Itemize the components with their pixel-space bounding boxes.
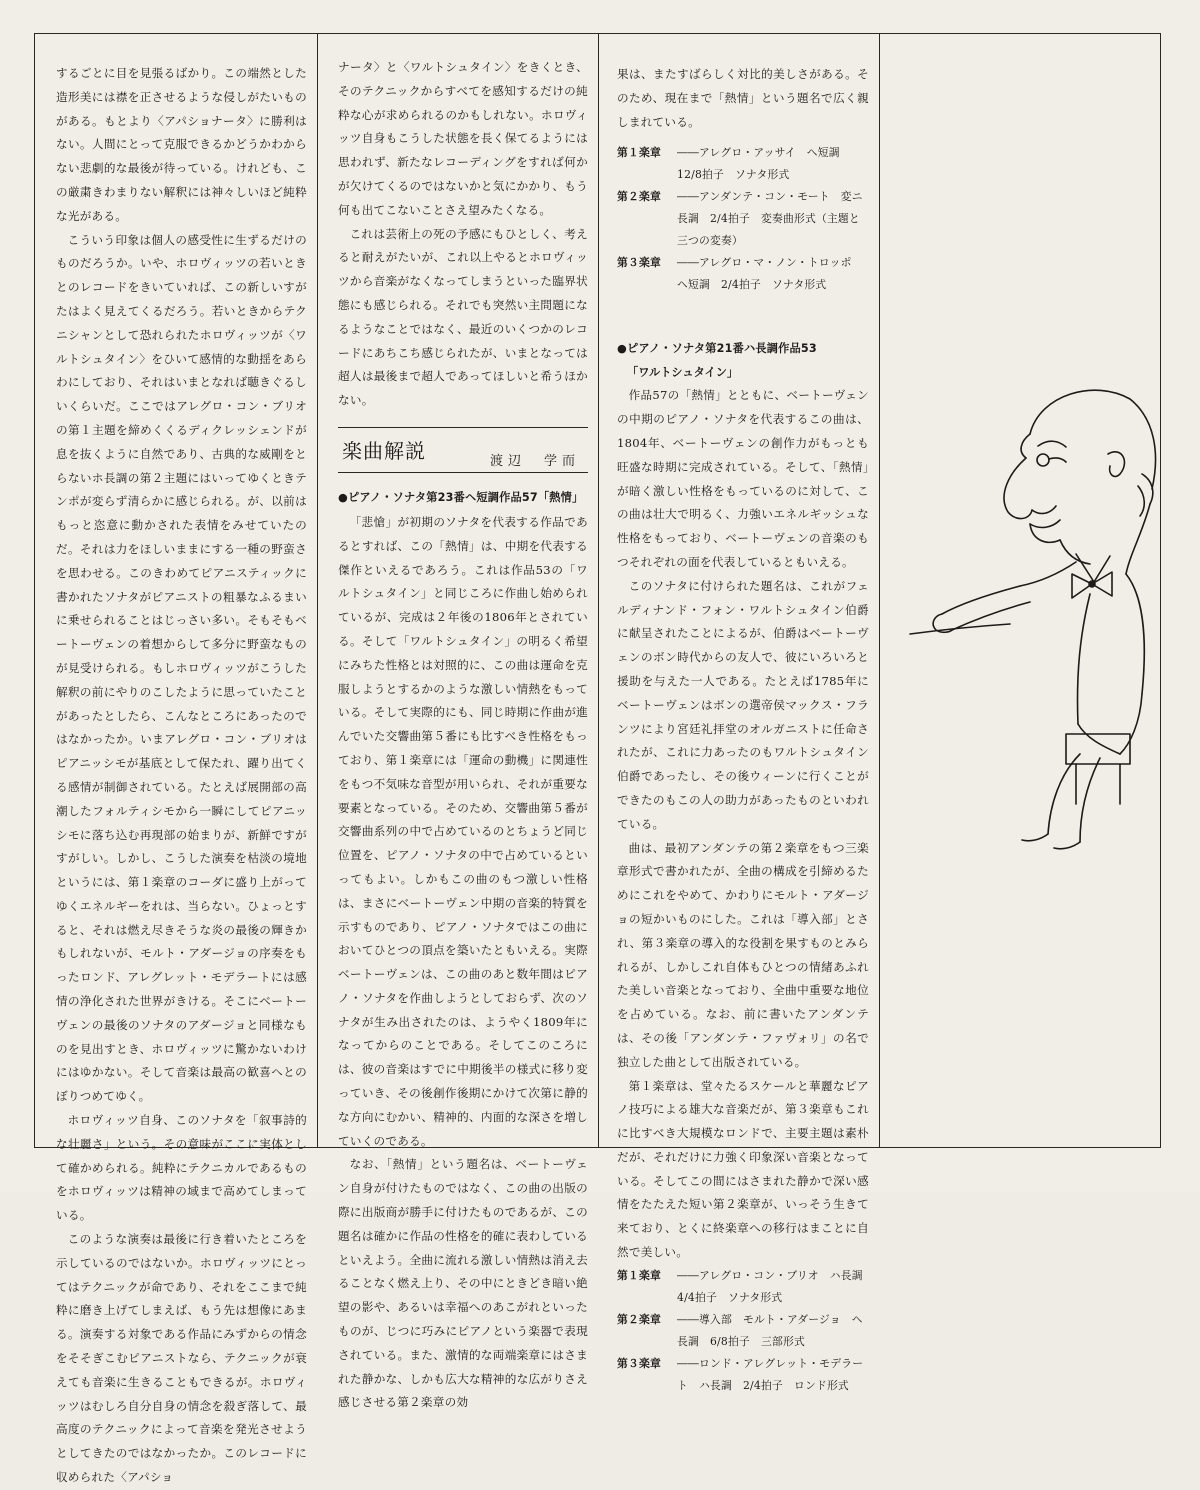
movement-entry (617, 252, 869, 296)
body-paragraph: 作品57の「熱情」とともに、ベートーヴェンの中期のピアノ・ソナタを代表するこの曲は、1804年、ベートーヴェンの創作力がもっとも旺盛な時期に完成されている。そして、「熱情」が暗く激しい性格をもっているのに対して、この曲は壮大で明るく、力強いエネルギッシュな性格をもっており、ベートーヴェンの音楽のもつそれぞれの面を代表しているともいえる。 (617, 388, 869, 569)
body-paragraph: このソナタに付けられた題名は、これがフェルディナンド・フォン・ワルトシュタイン伯爵に献呈されたことによるが、伯爵はベートーヴェンのボン時代からの友人で、彼にいろいろと援助を与えた一人である。たとえば1785年にベートーヴェンはボンの選帝侯マックス・フランツにより宮廷礼拝堂のオルガニストに任命されたが、これに力あったのもワルトシュタイン伯爵であったし、その後ウィーンに行くことができたのもこの人の助力があったものといわれている。 (617, 578, 869, 831)
movement-entry (617, 1265, 874, 1309)
body-paragraph: するごとに目を見張るばかり。この端然とした造形美には襟を正させるような侵しがたいものがある。もとより〈アパショナータ〉に勝利はない。人間にとって克服できるかどうかわからない悲劇的な最後が待っている。けれども、この厳粛きわまりない解釈には神々しいほど純粋な光がある。 (56, 66, 307, 223)
sonata21-heading: ●ピアノ・ソナタ第21番ハ長調作品53 (617, 342, 817, 356)
movement-desc: ――アンダンテ・コン・モート 変ニ長調 2/4拍子 変奏曲形式（主題と三つの変奏） (677, 190, 863, 248)
movement-label: 第３楽章 (617, 1356, 661, 1370)
column-2 (318, 34, 599, 1410)
author-name: 渡辺 学而 (489, 453, 580, 469)
body-paragraph: こういう印象は個人の感受性に生ずるだけのものだろうか。いや、ホロヴィッツの若いときとのレコードをきいていれば、この新しいすがたはよく見えてくるだろう。若いときからテクニシャンとして恐れられたホロヴィッツが〈ワルトシュタイン〉をひいて感情的な動揺をあらわにしており、それはいまとなれば聴きぐるしいくらいだ。ここではアレグロ・コン・ブリオの第１主題を締めくくるディクレッシェンドが息を抜くように自然であり、古典的な威剛をとらないホ長調の第２主題にはいってゆくときテンポが変らず清らかに感じられる。が、以前はもっと恣意に動かされた表情をみせていたのだ。それは力をほしいままにする一種の野蛮さを思わせる。このきわめてピアニスティックに書かれたソナタがピアニストの粗暴なふるまいに乗せられることはじっさい多い。そもそもベートーヴェンの着想からして多分に野蛮なものが見受けられる。もしホロヴィッツがこうした解釈の前にやりのこしたように思っていたことがあったとしたら、こんなところにあったのではなかったか。いまアレグロ・コン・ブリオはピアニッシモが基底として保たれ、躍り出てくる感情が制御されている。たとえば展開部の高潮したフォルティシモから一瞬にしてピアニッシモに落ち込む再現部の始まりが、新鮮ですがすがしい。しかし、こうした演奏を枯淡の境地というには、第１楽章のコーダに盛り上がってゆくエネルギーをれは、当らない。ひょっとすると、それは燃え尽きそうな炎の最後の輝きかもしれないが、モルト・アダージョの序奏をもったロンド、アレグレット・モデラートには感情の浄化された世界がきける。そこにベートーヴェンの最後のソナタのアダージョと同様なものを見出すとき、ホロヴィッツに驚かないわけにはゆかない。そして音楽は最高の歓喜へとのぼりつめてゆく。 (56, 232, 307, 1104)
column-4-illustration (880, 34, 1160, 1147)
movement-desc: ――アレグロ・マ・ノン・トロッポ ヘ短調 2/4拍子 ソナタ形式 (677, 256, 863, 292)
body-paragraph: 曲は、最初アンダンテの第２楽章をもつ三楽章形式で書かれたが、全曲の構成を引締めるためにこれをやめて、かわりにモルト・アダージョの短かいものにした。これは「導入部」とされ、第３楽章の導入的な役割を果すものとみられるが、しかしこれ自体もひとつの情緒あふれた美しい音楽となっており、全曲中重要な地位を占めている。なお、前に書いたアンダンテは、その後「アンダンテ・ファヴォリ」の名で独立した曲として出版されている。 (617, 840, 869, 1069)
movement-label: 第１楽章 (617, 146, 661, 160)
movement-desc: ――アレグロ・コン・ブリオ ハ長調 4/4拍子 ソナタ形式 (677, 1268, 874, 1304)
body-paragraph: これは芸術上の死の予感にもひとしく、考えると耐えがたいが、これ以上やるとホロヴィッツから音楽がなくなってしまうといった臨界状態にも感じられる。それでも突然い主問題になるようなことではなく、最近のいくつかのレコードにあちこち感じられたが、いまとなっては超人は最後まで超人であってほしいと希うほかない。 (338, 226, 588, 408)
body-paragraph: ナータ〉と〈ワルトシュタイン〉をきくとき、そのテクニックからすべてを感知するだけの純粋な心が求められるのかもしれない。ホロヴィッツ自身もこうした状態を長く保てるようには思われず、新たなレコーディングをすれば何かが欠けてくるのではないかと気にかかり、もう何も出てこないことさえ望みたくなる。 (338, 60, 588, 217)
column-3 (599, 34, 880, 1392)
pianist-caricature-drawing (880, 34, 1160, 1147)
movement-entry (617, 1309, 869, 1353)
section-title: 楽曲解説 (342, 438, 426, 463)
movement-label: 第２楽章 (617, 1312, 661, 1326)
sonata21-subheading: 「ワルトシュタイン」 (627, 366, 739, 380)
body-paragraph: なお、「熱情」という題名は、ベートーヴェン自身が付けたものではなく、この曲の出版の際に出版商が勝手に付けたものであるが、この題名は確かに作品の性格を的確に表わしているといえよう。全曲に流れる激しい情熱は消え去ることなく燃え上り、その中にときどき暗い絶望の影や、あるいは幸福へのあこがれといったものが、じつに巧みにピアノという楽器で表現されている。また、激情的な両端楽章にはさまれた静かな、しかも広大な精神的な広がりさえ感じさせる第２楽章の効 (338, 1157, 588, 1410)
movement-label: 第３楽章 (617, 256, 661, 270)
body-paragraph: 果は、またすばらしく対比的美しさがある。そのため、現在まで「熱情」という題名で広く親しまれている。 (617, 67, 869, 129)
section-title-block (338, 427, 588, 473)
column-1 (35, 34, 318, 1485)
movement-entry (617, 142, 869, 186)
sonata23-heading: ●ピアノ・ソナタ第23番ヘ短調作品57「熱情」 (338, 490, 584, 504)
page-frame (34, 33, 1161, 1485)
body-paragraph: このような演奏は最後に行き着いたところを示しているのではないか。ホロヴィッツにとってはテクニックが命であり、それをここまで純粋に磨き上げてしまえば、もう先は想像にあまる。演奏する対象である作品にみずからの情念をそそぎこむピアニストなら、テクニックが衰えても音楽に生きることもできるが。ホロヴィッツはむしろ自分自身の情念を殺ぎ落して、最高度のテクニックによって音楽を発光させようとしてきたのではなかったか。このレコードに収められた〈アパショ (56, 1232, 307, 1485)
movement-entry (617, 1353, 869, 1397)
movement-label: 第１楽章 (617, 1268, 661, 1282)
movement-desc: ――導入部 モルト・アダージョ ヘ長調 6/8拍子 三部形式 (677, 1312, 863, 1348)
body-paragraph: ホロヴィッツ自身、このソナタを「叙事詩的な壮麗さ」という。その意味がここに実体として確かめられる。純粋にテクニカルであるものをホロヴィッツは精神の域まで高めてしまっている。 (56, 1113, 307, 1223)
body-paragraph: 第１楽章は、堂々たるスケールと華麗なピアノ技巧による雄大な音楽だが、第３楽章もこれに比すべき大規模なロンドで、主要主題は素朴だが、それだけに力強く印象深い音楽となっている。そしてこの間にはさまれた静かで深い感情をたたえた短い第２楽章が、いっそう生きて来ており、とくに終楽章への移行はまことに自然で美しい。 (617, 1078, 869, 1260)
body-paragraph: 「悲愴」が初期のソナタを代表する作品であるとすれば、この「熱情」は、中期を代表する傑作といえるであろう。これは作品53の「ワルトシュタイン」と同じころに作曲し始められているが、完成は２年後の1806年とされている。そして「ワルトシュタイン」の明るく希望にみちた性格とは対照的に、この曲は運命を克服しようとするかのような激しい情熱をもっている。そして実際的にも、同じ時期に作曲が進んでいた交響曲第５番にも比すべき性格をもっており、第１楽章には「運命の動機」に関連性をもつ不気味な音型が用いられ、それが重要な要素となっている。そのため、交響曲第５番が交響曲系列の中で占めているのとちょうど同じ位置を、ピアノ・ソナタの中で占めているといってもよい。しかもこの曲のもつ激しい性格は、まさにベートーヴェン中期の音楽的特質を示すものであり、ピアノ・ソナタではこの曲においてひとつの頂点を築いたともいえる。実際ベートーヴェンは、この曲のあと数年間はピアノ・ソナタを作曲しようとしておらず、次のソナタが生み出されたのは、ようやく1809年になってからのことである。そしてこのころには、彼の音楽はすでに中期後半の様式に移り変っていき、その後創作後期にかけて次第に静的な方向にむかい、精神的、内面的な深さを増していくのである。 (338, 514, 588, 1148)
movement-desc: ――アレグロ・アッサイ ヘ短調 12/8拍子 ソナタ形式 (677, 146, 851, 182)
movement-desc: ――ロンド・アレグレット・モデラート ハ長調 2/4拍子 ロンド形式 (677, 1356, 864, 1392)
movement-label: 第２楽章 (617, 190, 661, 204)
movement-entry (617, 186, 869, 252)
